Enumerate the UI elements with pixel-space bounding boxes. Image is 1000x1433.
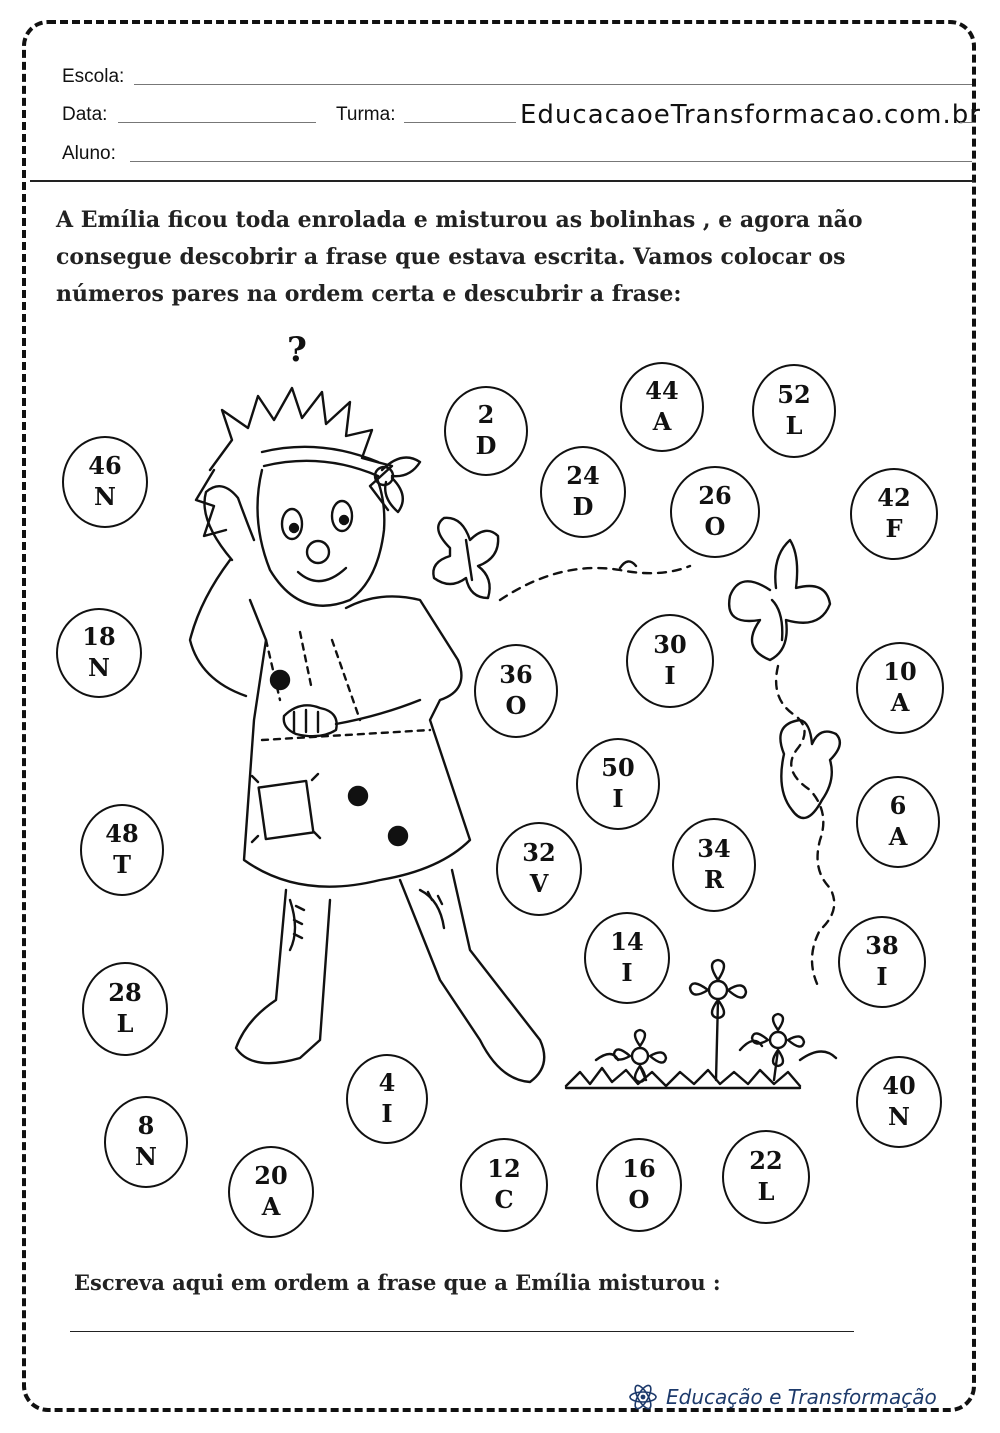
ball-letter: O [704, 512, 726, 541]
turma-label: Turma: [336, 104, 396, 125]
ball-letter: A [890, 688, 910, 717]
ball-22 [722, 1130, 810, 1224]
ball-number: 50 [601, 753, 635, 782]
ball-letter: O [505, 691, 527, 720]
ball-number: 32 [522, 838, 556, 867]
ball-number: 48 [105, 819, 139, 848]
ball-number: 4 [378, 1068, 396, 1097]
aluno-label: Aluno: [62, 143, 116, 164]
data-label: Data: [62, 104, 108, 125]
ball-number: 2 [477, 400, 495, 429]
ball-letter: L [785, 411, 803, 440]
ball-number: 40 [882, 1071, 916, 1100]
ball-letter: A [888, 822, 908, 851]
ball-46 [62, 436, 148, 528]
ball-number: 30 [653, 630, 687, 659]
ball-24 [540, 446, 626, 538]
ball-letter: L [116, 1009, 134, 1038]
answer-line[interactable] [70, 1331, 854, 1332]
ball-50 [576, 738, 660, 830]
ball-number: 38 [865, 931, 899, 960]
ball-8 [104, 1096, 188, 1188]
ball-number: 42 [877, 483, 911, 512]
ball-12 [460, 1138, 548, 1232]
escola-label: Escola: [62, 66, 125, 87]
ball-letter: I [621, 958, 633, 987]
ball-40 [856, 1056, 942, 1148]
ball-44 [620, 362, 704, 452]
ball-number: 18 [82, 622, 116, 651]
ball-34 [672, 818, 756, 912]
ball-letter: N [88, 653, 110, 682]
ball-42 [850, 468, 938, 560]
ball-4 [346, 1054, 428, 1144]
ball-number: 24 [566, 461, 600, 490]
ball-48 [80, 804, 164, 896]
ball-letter: F [885, 514, 903, 543]
ball-2 [444, 386, 528, 476]
ball-letter: C [494, 1185, 514, 1214]
ball-number: 28 [108, 978, 142, 1007]
ball-26 [670, 466, 760, 558]
ball-28 [82, 962, 168, 1056]
ball-letter: I [664, 661, 676, 690]
ball-letter: A [261, 1192, 281, 1221]
ball-number: 34 [697, 834, 731, 863]
ball-number: 52 [777, 380, 811, 409]
ball-letter: I [876, 962, 888, 991]
ball-number: 36 [499, 660, 533, 689]
ball-number: 22 [749, 1146, 783, 1175]
ball-38 [838, 916, 926, 1008]
ball-10 [856, 642, 944, 734]
ball-20 [228, 1146, 314, 1238]
ball-32 [496, 822, 582, 916]
atom-logo-icon [628, 1384, 658, 1410]
ball-letter: O [628, 1185, 650, 1214]
ball-52 [752, 364, 836, 458]
ball-letter: N [888, 1102, 910, 1131]
ball-letter: D [475, 431, 497, 460]
ball-number: 8 [137, 1111, 155, 1140]
ball-number: 6 [889, 791, 907, 820]
ball-16 [596, 1138, 682, 1232]
ball-number: 12 [487, 1154, 521, 1183]
instructions-text: A Emília ficou toda enrolada e misturou as bolinhas , e agora não consegue descobrir a frase que estava escrita. Vamos colocar os números pares na ordem certa e descubrir a frase: [56, 207, 863, 307]
ball-letter: R [704, 865, 724, 894]
ball-letter: N [94, 482, 116, 511]
ball-letter: A [652, 407, 672, 436]
ball-number: 20 [254, 1161, 288, 1190]
ball-number: 44 [645, 376, 679, 405]
ball-number: 16 [622, 1154, 656, 1183]
ball-number: 14 [610, 927, 644, 956]
ball-number: 46 [88, 451, 122, 480]
ball-30 [626, 614, 714, 708]
ball-14 [584, 912, 670, 1004]
answer-prompt: Escreva aqui em ordem a frase que a Emília misturou : [74, 1270, 721, 1295]
ball-number: 26 [698, 481, 732, 510]
ball-letter: L [757, 1177, 775, 1206]
footer-brand-text: Educação e Transformação [666, 1385, 937, 1409]
ball-36 [474, 644, 558, 738]
ball-6 [856, 776, 940, 868]
ball-letter: I [381, 1099, 393, 1128]
question-mark: ? [287, 330, 307, 370]
ball-letter: D [572, 492, 594, 521]
ball-letter: V [529, 869, 549, 898]
ball-18 [56, 608, 142, 698]
site-url: EducacaoeTransformacao.com.br [520, 100, 981, 130]
ball-letter: T [113, 850, 131, 879]
ball-letter: N [135, 1142, 157, 1171]
ball-number: 10 [883, 657, 917, 686]
footer-brand [628, 1384, 937, 1410]
ball-letter: I [612, 784, 624, 813]
